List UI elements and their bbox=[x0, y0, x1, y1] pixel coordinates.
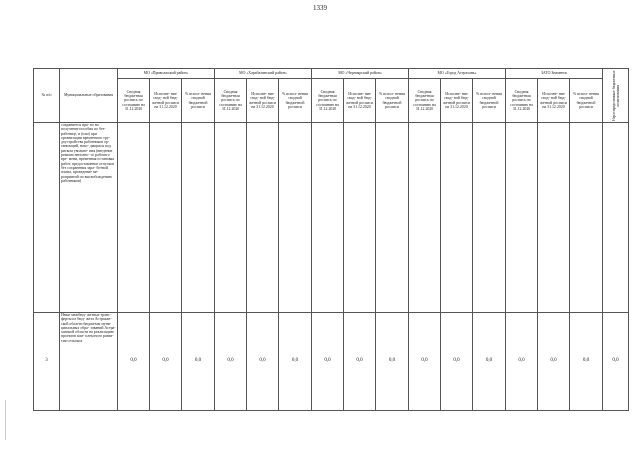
cell bbox=[409, 123, 441, 313]
subheader-percent: % испол- нения сводной бюджетной росписи bbox=[473, 79, 506, 123]
cell: 0,0 bbox=[118, 313, 150, 411]
cell: 0,0 bbox=[344, 313, 376, 411]
subheader-percent: % испол- нения сводной бюджетной росписи bbox=[182, 79, 215, 123]
cell bbox=[506, 123, 538, 313]
cell bbox=[150, 123, 182, 313]
cell: 0,0 bbox=[603, 313, 629, 411]
header-district: МО «Черноярский район» bbox=[312, 69, 409, 79]
budget-table bbox=[33, 68, 629, 411]
header-district: ЗАТО Знаменск bbox=[506, 69, 603, 79]
header-row-no: № п/п bbox=[34, 69, 60, 123]
cell bbox=[376, 123, 409, 313]
table-row bbox=[34, 123, 629, 313]
subheader-execution: Исполне- ние свод- ной бюд- жетной росписи на 31.12.2020 bbox=[538, 79, 570, 123]
cell: 0,0 bbox=[441, 313, 473, 411]
cell: 0,0 bbox=[376, 313, 409, 411]
cell: 0,0 bbox=[570, 313, 603, 411]
header-unallocated-label: Нераспределенные бюджетные ассигнования bbox=[611, 70, 620, 121]
cell bbox=[247, 123, 279, 313]
page-number: 1339 bbox=[313, 4, 327, 12]
subheader-budget: Сводная бюджетная роспись по состоянию на 31.12.2020 bbox=[409, 79, 441, 123]
cell bbox=[570, 123, 603, 313]
cell: 0,0 bbox=[312, 313, 344, 411]
cell bbox=[344, 123, 376, 313]
table-row bbox=[34, 313, 629, 411]
cell bbox=[312, 123, 344, 313]
cell: 0,0 bbox=[215, 313, 247, 411]
cell bbox=[182, 123, 215, 313]
header-unallocated bbox=[603, 69, 629, 123]
cell: 0,0 bbox=[473, 313, 506, 411]
subheader-percent: % испол- нения сводной бюджетной росписи bbox=[279, 79, 312, 123]
subheader-percent: % испол- нения сводной бюджетной росписи bbox=[376, 79, 409, 123]
subheader-budget: Сводная бюджетная роспись по состоянию на 31.12.2020 bbox=[312, 79, 344, 123]
cell: 0,0 bbox=[150, 313, 182, 411]
header-district: МО «Харабалинский район» bbox=[215, 69, 312, 79]
subheader-percent: % испол- нения сводной бюджетной росписи bbox=[570, 79, 603, 123]
subheader-budget: Сводная бюджетная роспись по состоянию на 31.12.2020 bbox=[118, 79, 150, 123]
subheader-execution: Исполне- ние свод- ной бюд- жетной росписи на 31.12.2020 bbox=[150, 79, 182, 123]
cell bbox=[538, 123, 570, 313]
cell bbox=[603, 123, 629, 313]
cell: 0,0 bbox=[182, 313, 215, 411]
subheader-execution: Исполне- ние свод- ной бюд- жетной росписи на 31.12.2020 bbox=[247, 79, 279, 123]
cell: 0,0 bbox=[409, 313, 441, 411]
subheader-budget: Сводная бюджетная роспись по состоянию на 31.12.2020 bbox=[215, 79, 247, 123]
cell: 0,0 bbox=[247, 313, 279, 411]
subheader-execution: Исполне- ние свод- ной бюд- жетной росписи на 31.12.2020 bbox=[344, 79, 376, 123]
cell bbox=[441, 123, 473, 313]
header-municipalities: Муниципальные образования bbox=[60, 69, 118, 123]
cell bbox=[118, 123, 150, 313]
subheader-execution: Исполне- ние свод- ной бюд- жетной росписи на 31.12.2020 bbox=[441, 79, 473, 123]
cell: 0,0 bbox=[506, 313, 538, 411]
cell bbox=[279, 123, 312, 313]
row-description: сохраняется пра- во на получение пособия по без- работице, и (или) при организации временного тру- доустройства работников ор- ганизаций, нахо- дящихся под риском увольне- ния (введение режима неполно- го рабочего вре- мени, временная остановка работ, предоставление отпусков без сохранения зара- ботной платы, проведение ме- роприятий по высвобождению работников) bbox=[60, 123, 118, 313]
header-district: МО «Город Астрахань» bbox=[409, 69, 506, 79]
row-number bbox=[34, 123, 60, 313]
row-description: Иные межбюд- жетные транс- ферты из бюд- жета Астрахан- ской области бюджетам муни- ципальных обра- зований Астра- ханской области на реализацию проектов ком- плексного разви- тия сельских bbox=[60, 313, 118, 411]
cell bbox=[215, 123, 247, 313]
header-district: МО «Приволжский район» bbox=[118, 69, 215, 79]
cell: 0,0 bbox=[538, 313, 570, 411]
subheader-budget: Сводная бюджетная роспись по состоянию на 31.12.2020 bbox=[506, 79, 538, 123]
scan-margin-line bbox=[5, 400, 6, 440]
row-number: 3 bbox=[34, 313, 60, 411]
cell: 0,0 bbox=[279, 313, 312, 411]
cell bbox=[473, 123, 506, 313]
